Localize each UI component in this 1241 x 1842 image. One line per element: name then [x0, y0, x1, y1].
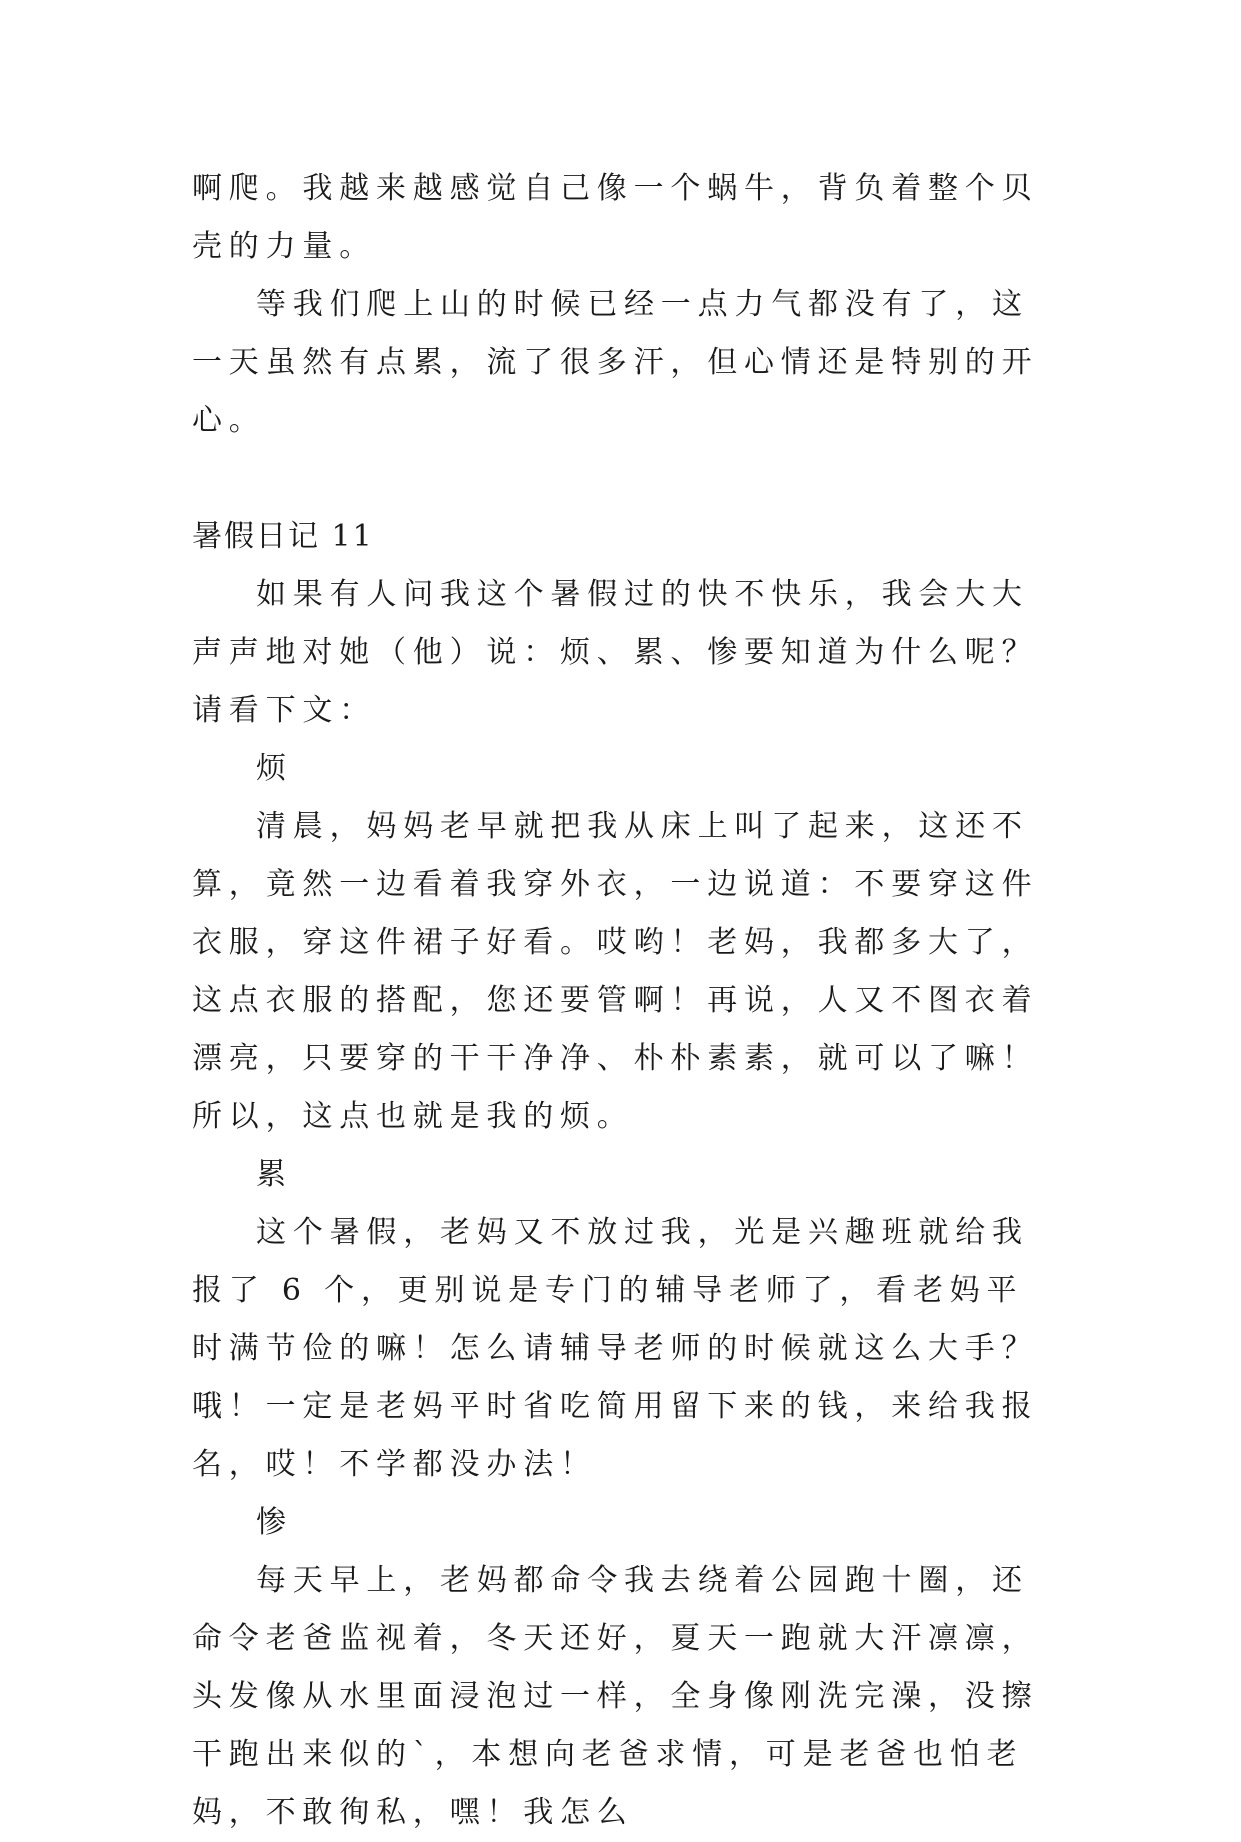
document-body [192, 160, 1058, 1842]
paragraph-continuation: 啊爬。我越来越感觉自己像一个蜗牛，背负着整个贝壳的力量。 [192, 171, 1039, 264]
section-title: 暑假日记 11 [192, 519, 374, 554]
subheading-miserable: 惨 [256, 1505, 293, 1540]
subheading-annoyed: 烦 [256, 751, 293, 786]
paragraph-climb-end: 等我们爬上山的时候已经一点力气都没有了，这一天虽然有点累，流了很多汗，但心情还是特别的开心。 [192, 287, 1039, 438]
paragraph-annoyed: 清晨，妈妈老早就把我从床上叫了起来，这还不算，竟然一边看着我穿外衣，一边说道：不要穿这件衣服，穿这件裙子好看。哎哟！老妈，我都多大了，这点衣服的搭配，您还要管啊！再说，人又不图衣着漂亮，只要穿的干干净净、朴朴素素，就可以了嘛！所以，这点也就是我的烦。 [192, 809, 1039, 1134]
section-gap [192, 450, 1058, 508]
paragraph-miserable: 每天早上，老妈都命令我去绕着公园跑十圈，还命令老爸监视着，冬天还好，夏天一跑就大汗凛凛，头发像从水里面浸泡过一样，全身像刚洗完澡，没擦干跑出来似的`，本想向老爸求情，可是老爸也怕老妈，不敢徇私，嘿！我怎么 [192, 1563, 1039, 1830]
paragraph-tired: 这个暑假，老妈又不放过我，光是兴趣班就给我报了 6 个，更别说是专门的辅导老师了，看老妈平时满节俭的嘛！怎么请辅导老师的时候就这么大手？哦！一定是老妈平时省吃简用留下来的钱，来给我报名，哎！不学都没办法！ [192, 1215, 1039, 1482]
subheading-tired: 累 [256, 1157, 293, 1192]
paragraph-intro: 如果有人问我这个暑假过的快不快乐，我会大大声声地对她（他）说：烦、累、惨要知道为什么呢？请看下文： [192, 577, 1039, 728]
